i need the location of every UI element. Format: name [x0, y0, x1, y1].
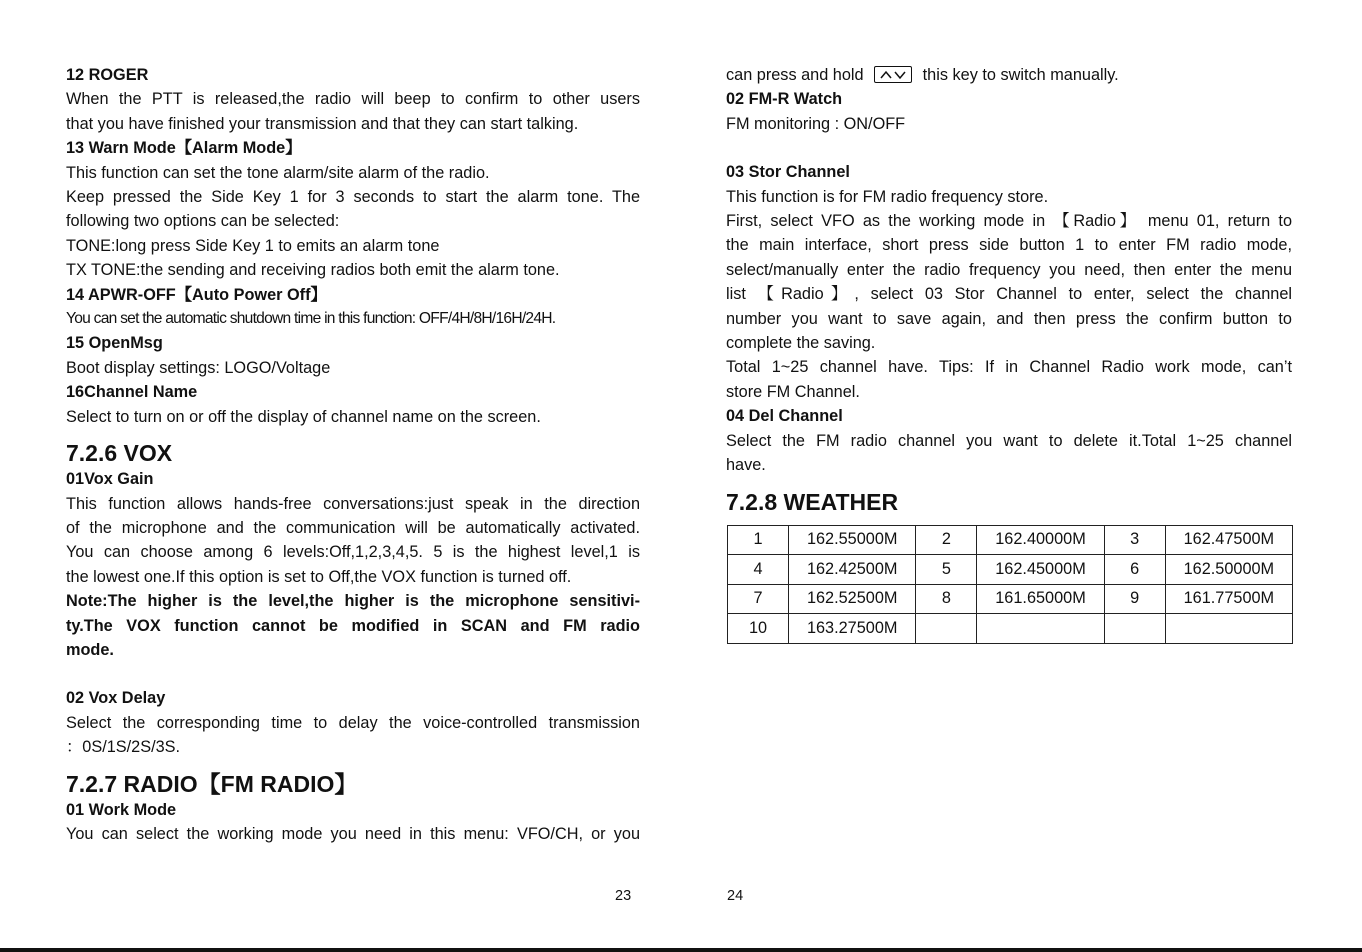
table-cell: 2 — [916, 525, 977, 555]
table-cell: 3 — [1104, 525, 1165, 555]
stor-channel-text-line: complete the saving. — [726, 334, 876, 353]
stor-channel-text-line: list 【Radio】, select 03 Stor Channel to enter, select the channel — [726, 285, 1292, 304]
table-cell: 8 — [916, 584, 977, 614]
vox-gain-text-line: of the microphone and the communication will be automatically activated. — [66, 518, 640, 537]
left-page — [66, 63, 640, 846]
apwr-off-text-line: You can set the automatic shutdown time in this function: OFF/4H/8H/16H/24H. — [66, 310, 556, 328]
roger-text-line: that you have finished your transmission and that they can start talking. — [66, 114, 579, 133]
fm-r-watch-text-line: FM monitoring : ON/OFF — [726, 114, 906, 133]
work-mode-continued-line — [726, 63, 1292, 87]
warn-mode-heading: 13 Warn Mode【Alarm Mode】 — [66, 139, 302, 158]
channel-name-heading: 16Channel Name — [66, 383, 198, 402]
work-mode-text-line: You can select the working mode you need in this menu: VFO/CH, or you — [66, 824, 640, 843]
table-cell: 162.52500M — [789, 584, 916, 614]
stor-channel-text-line: store FM Channel. — [726, 382, 860, 401]
warn-mode-text-line: This function can set the tone alarm/site alarm of the radio. — [66, 163, 490, 182]
table-cell: 162.47500M — [1165, 525, 1292, 555]
vox-delay-text-line: ：0S/1S/2S/3S. — [66, 738, 181, 757]
stor-channel-text-line: select/manually enter the radio frequency you need, then enter the menu — [726, 260, 1292, 279]
table-cell: 163.27500M — [789, 614, 916, 644]
stor-channel-text-line: number you want to save again, and then press the confirm button to — [726, 309, 1292, 328]
warn-mode-text-line: TONE:long press Side Key 1 to emits an alarm tone — [66, 236, 440, 255]
vox-delay-heading: 02 Vox Delay — [66, 689, 166, 708]
table-cell: 162.45000M — [977, 555, 1104, 585]
table-cell: 5 — [916, 555, 977, 585]
weather-frequency-table — [727, 525, 1293, 644]
table-cell: 9 — [1104, 584, 1165, 614]
table-cell: 162.50000M — [1165, 555, 1292, 585]
table-cell: 162.42500M — [789, 555, 916, 585]
del-channel-text-line: Select the FM radio channel you want to delete it.Total 1~25 channel — [726, 431, 1292, 450]
table-cell — [916, 614, 977, 644]
vox-gain-text-line: This function allows hands-free conversations:just speak in the direction — [66, 494, 640, 513]
right-page — [726, 63, 1292, 644]
roger-text-line: When the PTT is released,the radio will beep to confirm to other users — [66, 90, 640, 109]
table-cell: 161.65000M — [977, 584, 1104, 614]
table-row — [728, 555, 1293, 585]
table-cell: 7 — [728, 584, 789, 614]
work-mode-continued-after: this key to switch manually. — [922, 66, 1119, 84]
page-number-left: 23 — [615, 888, 632, 904]
fm-r-watch-heading: 02 FM-R Watch — [726, 90, 843, 109]
openmsg-heading: 15 OpenMsg — [66, 334, 163, 353]
table-cell: 10 — [728, 614, 789, 644]
table-cell: 6 — [1104, 555, 1165, 585]
table-cell: 4 — [728, 555, 789, 585]
stor-channel-text-line: Total 1~25 channel have. Tips: If in Channel Radio work mode, can’t — [726, 358, 1292, 377]
table-cell: 1 — [728, 525, 789, 555]
up-down-key-icon — [874, 66, 912, 83]
vox-gain-note-line: mode. — [66, 640, 114, 659]
table-cell: 162.40000M — [977, 525, 1104, 555]
table-cell: 162.55000M — [789, 525, 916, 555]
weather-section-title: 7.2.8 WEATHER — [726, 488, 899, 515]
table-cell — [1165, 614, 1292, 644]
vox-section-title: 7.2.6 VOX — [66, 440, 173, 467]
radio-section-title: 7.2.7 RADIO【FM RADIO】 — [66, 770, 358, 797]
vox-delay-text-line: Select the corresponding time to delay the voice-controlled transmission — [66, 713, 640, 732]
warn-mode-text-line: TX TONE:the sending and receiving radios both emit the alarm tone. — [66, 261, 560, 280]
vox-gain-text-line: the lowest one.If this option is set to Off,the VOX function is turned off. — [66, 567, 572, 586]
stor-channel-heading: 03 Stor Channel — [726, 163, 850, 182]
stor-channel-text-line: First, select VFO as the working mode in 【Radio】 menu 01, return to — [726, 212, 1292, 231]
stor-channel-text-line: This function is for FM radio frequency store. — [726, 187, 1049, 206]
del-channel-text-line: have. — [726, 456, 766, 475]
table-row — [728, 525, 1293, 555]
page-number-right: 24 — [727, 888, 744, 904]
warn-mode-text-line: Keep pressed the Side Key 1 for 3 seconds to start the alarm tone. The — [66, 188, 640, 207]
table-cell — [1104, 614, 1165, 644]
table-row — [728, 614, 1293, 644]
table-cell: 161.77500M — [1165, 584, 1292, 614]
channel-name-text-line: Select to turn on or off the display of channel name on the screen. — [66, 407, 541, 426]
openmsg-text-line: Boot display settings: LOGO/Voltage — [66, 358, 331, 377]
vox-gain-heading: 01Vox Gain — [66, 470, 154, 489]
vox-gain-note-line: Note:The higher is the level,the higher is the microphone sensitivi- — [66, 592, 640, 611]
table-row — [728, 584, 1293, 614]
roger-heading: 12 ROGER — [66, 66, 149, 84]
bottom-edge-rule — [0, 948, 1362, 952]
vox-gain-text-line: You can choose among 6 levels:Off,1,2,3,4,5. 5 is the highest level,1 is — [66, 543, 640, 562]
work-mode-continued-before: can press and hold — [726, 66, 864, 84]
apwr-off-heading: 14 APWR-OFF【Auto Power Off】 — [66, 285, 327, 304]
del-channel-heading: 04 Del Channel — [726, 407, 843, 426]
work-mode-heading: 01 Work Mode — [66, 800, 177, 819]
stor-channel-text-line: the main interface, short press side button 1 to enter FM radio mode, — [726, 236, 1292, 255]
table-cell — [977, 614, 1104, 644]
vox-gain-note-line: ty.The VOX function cannot be modified in SCAN and FM radio — [66, 616, 640, 635]
warn-mode-text-line: following two options can be selected: — [66, 212, 340, 231]
